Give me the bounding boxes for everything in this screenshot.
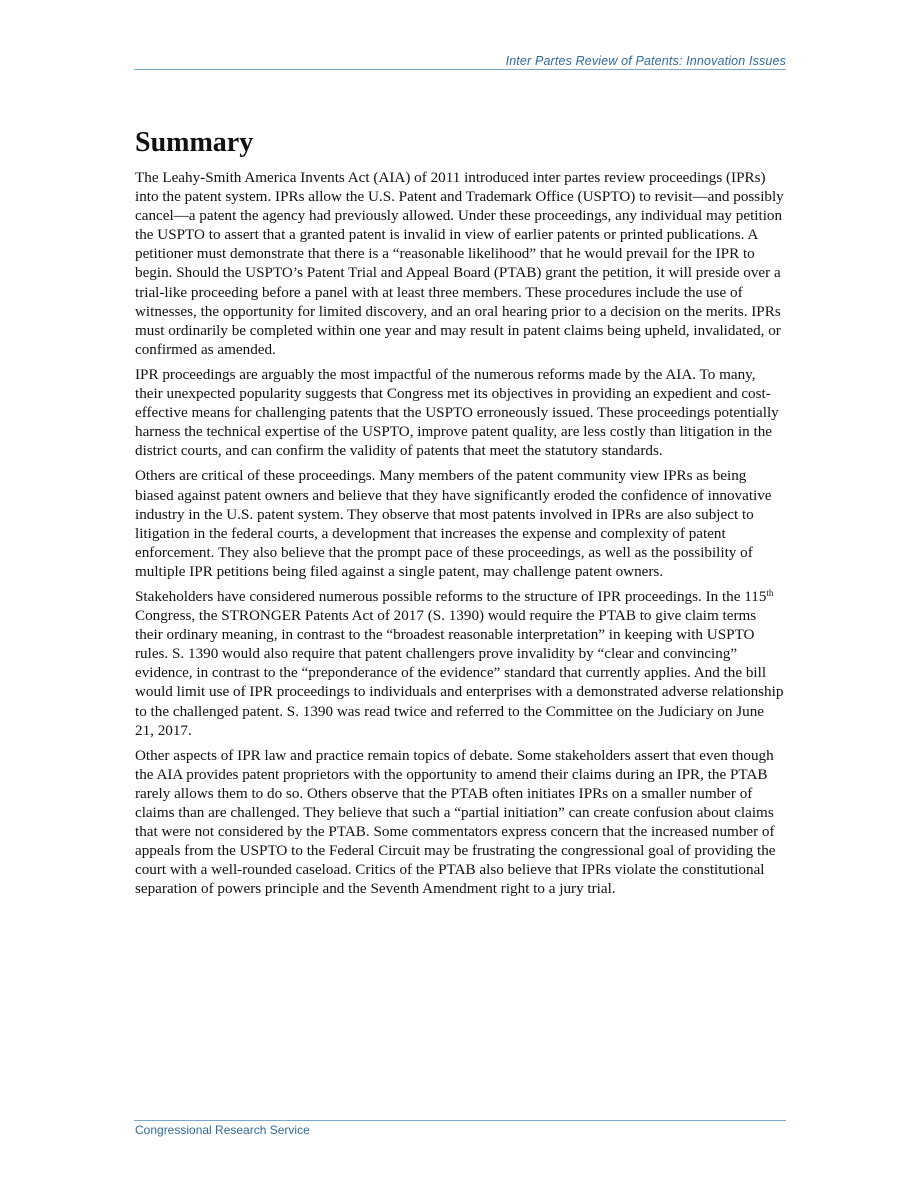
page-title: Summary	[135, 127, 254, 158]
header-divider	[134, 69, 786, 70]
paragraph-4-rest: Congress, the STRONGER Patents Act of 2017 (S. 1390) would require the PTAB to give claim terms their ordinary meaning, in contrast to the “broadest reasonable interpretation” in keeping with USPTO rules. S. 1390 would also require that patent challengers prove invalidity by “clear and convincing” evidence, in contrast to the “preponderance of the evidence” standard that currently applies. And the bill would limit use of IPR proceedings to individuals and enterprises with a demonstrated adverse relationship to the challenged patent. S. 1390 was read twice and referred to the Committee on the Judiciary on June 21, 2017.	[135, 607, 784, 739]
summary-paragraph-1: The Leahy-Smith America Invents Act (AIA) of 2011 introduced inter partes review proceedings (IPRs) into the patent system. IPRs allow the U.S. Patent and Trademark Office (USPTO) to revisit—and possibly cancel—a patent the agency had previously allowed. Under these proceedings, any individual may petition the USPTO to assert that a granted patent is invalid in view of earlier patents or printed publications. A petitioner must demonstrate that there is a “reasonable likelihood” that he would prevail for the IPR to begin. Should the USPTO’s Patent Trial and Appeal Board (PTAB) grant the petition, it will preside over a trial-like proceeding before a panel with at least three members. These procedures include the use of witnesses, the opportunity for limited discovery, and an oral hearing prior to a decision on the merits. IPRs must ordinarily be completed within one year and may result in patent claims being upheld, invalidated, or confirmed as amended.	[135, 169, 784, 358]
summary-paragraph-2: IPR proceedings are arguably the most impactful of the numerous reforms made by the AIA. To many, their unexpected popularity suggests that Congress met its objectives in providing an expedient and cost-effective means for challenging patents that the USPTO erroneously issued. These proceedings potentially harness the technical expertise of the USPTO, improve patent quality, are less costly than litigation in the district courts, and can confirm the validity of patents that meet the statutory standards.	[135, 365, 779, 460]
summary-paragraph-3: Others are critical of these proceedings. Many members of the patent community view IPRs as being biased against patent owners and believe that they have significantly eroded the confidence of innovative industry in the U.S. patent system. They observe that most patents involved in IPRs are also subject to litigation in the federal courts, a development that increases the expense and complexity of patent enforcement. They also believe that the prompt pace of these proceedings, as well as the possibility of multiple IPR petitions being filed against a single patent, may challenge patent owners.	[135, 467, 772, 580]
document-body	[135, 126, 785, 904]
running-header-title: Inter Partes Review of Patents: Innovation Issues	[505, 54, 786, 68]
summary-paragraph-5: Other aspects of IPR law and practice remain topics of debate. Some stakeholders assert that even though the AIA provides patent proprietors with the opportunity to amend their claims during an IPR, the PTAB rarely allows them to do so. Others observe that the PTAB often initiates IPRs on a smaller number of claims than are challenged. They believe that such a “partial initiation” can create confusion about claims that were not considered by the PTAB. Some commentators express concern that the increased number of appeals from the USPTO to the Federal Circuit may be frustrating the congressional goal of providing the court with a well-rounded caseload. Critics of the PTAB also believe that IPRs violate the constitutional separation of powers principle and the Seventh Amendment right to a jury trial.	[135, 746, 776, 898]
ordinal-superscript: th	[766, 587, 774, 598]
footer-organization: Congressional Research Service	[135, 1123, 310, 1137]
paragraph-4-lead: Stakeholders have considered numerous possible reforms to the structure of IPR proceedings. In the 115	[135, 587, 767, 605]
footer-divider	[134, 1120, 786, 1121]
summary-paragraph-4	[135, 587, 785, 740]
